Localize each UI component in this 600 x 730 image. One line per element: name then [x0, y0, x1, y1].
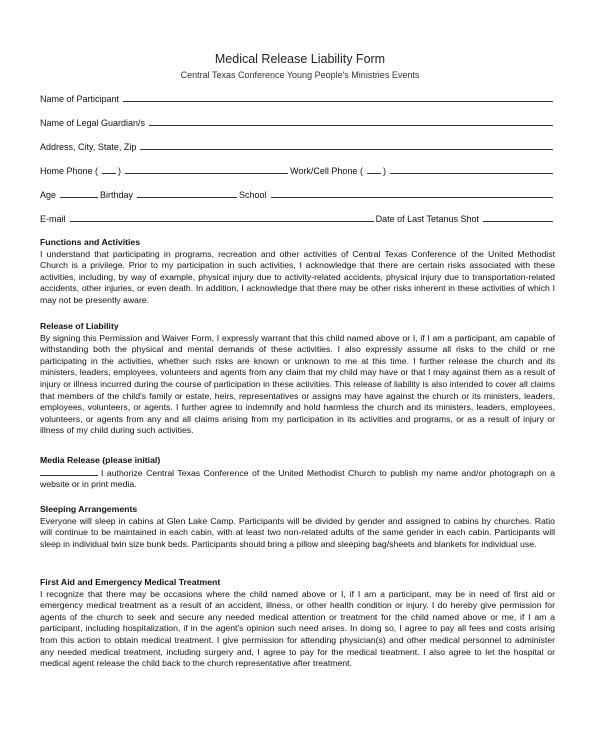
work-phone-area-field[interactable] [367, 173, 381, 174]
age-field[interactable] [60, 197, 98, 198]
address-label: Address, City, State, Zip [40, 142, 137, 152]
legal-guardian-label: Name of Legal Guardian/s [40, 118, 146, 128]
phone-row [40, 162, 555, 176]
home-phone-field[interactable] [125, 173, 288, 174]
email-field[interactable] [70, 221, 374, 222]
media-heading: Media Release (please initial) [40, 455, 161, 465]
media-section [40, 455, 555, 491]
liability-body: By signing this Permission and Waiver Form, I expressly warrant that this child named above or I, if I am a participant, am capable of withstanding both the physical and mental demands of these activities. I also expressly assume all risks to the child or me participating in the activities, whether such risks are known or unknown to me at this time. I further release the church and its ministers, leaders, employees, volunteers and agents from any claim that my child may have or that I may against them as a result of injury or illness incurred during the course of participation in these activities. This release of liability is also intended to cover all claims that members of the child's family or estate, heirs, representatives or assigns may have against the church or its ministers, leaders, employees, volunteers, or agents. I further agree to indemnify and hold harmless the church and its ministers, leaders, employees, volunteers, or agents from any and all claims arising from my participation in its activities and programs, or as a result of injury or illness of my child during such activities. [40, 332, 555, 436]
home-phone-label: Home Phone ( [40, 166, 99, 176]
work-phone-label: Work/Cell Phone ( [290, 166, 363, 176]
page-title: Medical Release Liability Form [214, 52, 386, 66]
media-initial-field[interactable] [40, 467, 98, 476]
participant-name-label: Name of Participant [40, 94, 120, 104]
age-label: Age [40, 190, 57, 200]
work-phone-field[interactable] [390, 173, 553, 174]
address-row [40, 138, 555, 152]
sleeping-section [40, 504, 555, 550]
liability-heading: Release of Liability [40, 321, 119, 331]
liability-section [40, 321, 555, 437]
first-aid-body: I recognize that there may be occasions where the child named above or I, if I am a participant, may be in need of first aid or emergency medical treatment as a result of an accident, illness, or other health condition or injury. I do hereby give permission for agents of the church to seek and secure any needed medical attention or treatment for the child named above or me, if I am a participant, including hospitalization, if in the agent's opinion such need arises. In doing so, I agree to pay all fees and costs arising from this action to obtain medical treatment. I give permission for attending physician(s) and other medical personnel to administer any needed medical treatment, including surgery and, I agree to pay for the medical treatment. I also agree to let the hospital or medical agent release the child back to the church representative after treatment. [40, 588, 555, 669]
school-field[interactable] [271, 197, 553, 198]
functions-heading: Functions and Activities [40, 237, 141, 247]
age-row [40, 186, 555, 200]
school-label: School [239, 190, 267, 200]
functions-section [40, 237, 555, 307]
sleeping-heading: Sleeping Arrangements [40, 504, 138, 514]
birthday-label: Birthday [100, 190, 134, 200]
sleeping-body: Everyone will sleep in cabins at Glen Lake Camp. Participants will be divided by gender and assigned to cabins by churches. Ratio will continue to be maintained in each cabin, with at least two non-related adults of the same gender in each cabin. Participants will sleep in individual twin size bunk beds. Participants should bring a pillow and sleeping bag/sheets and blankets for individual use. [40, 515, 555, 549]
home-phone-area-field[interactable] [102, 173, 116, 174]
address-field[interactable] [140, 149, 553, 150]
legal-guardian-row [40, 114, 555, 128]
page-subtitle: Central Texas Conference Young People's Ministries Events [180, 70, 420, 80]
email-row [40, 210, 555, 224]
first-aid-heading: First Aid and Emergency Medical Treatment [40, 577, 221, 587]
functions-body: I understand that participating in programs, recreation and other activities of Central Texas Conference of the United Methodist Church is a privilege. Prior to my participation in such activities, I acknowledge that there are certain risks associated with these activities, including, by way of example, physical injury due to activity-related accidents, physical injury due to transportation-related accidents, other injuries, or even death. In addition, I acknowledge that there may be other risks inherent in these activities of which I may not be presently aware. [40, 248, 555, 305]
email-label: E-mail [40, 214, 66, 224]
legal-guardian-field[interactable] [149, 125, 553, 126]
tetanus-field[interactable] [483, 221, 553, 222]
first-aid-section [40, 577, 555, 670]
media-body-wrap [40, 467, 555, 491]
birthday-field[interactable] [137, 197, 237, 198]
participant-name-row [40, 90, 555, 104]
participant-name-field[interactable] [123, 101, 553, 102]
home-phone-close: ) [118, 166, 122, 176]
media-body: I authorize Central Texas Conference of the United Methodist Church to publish my name and/or photograph on a website or in print media. [40, 467, 555, 490]
tetanus-label: Date of Last Tetanus Shot [375, 214, 479, 224]
work-phone-close: ) [382, 166, 386, 176]
